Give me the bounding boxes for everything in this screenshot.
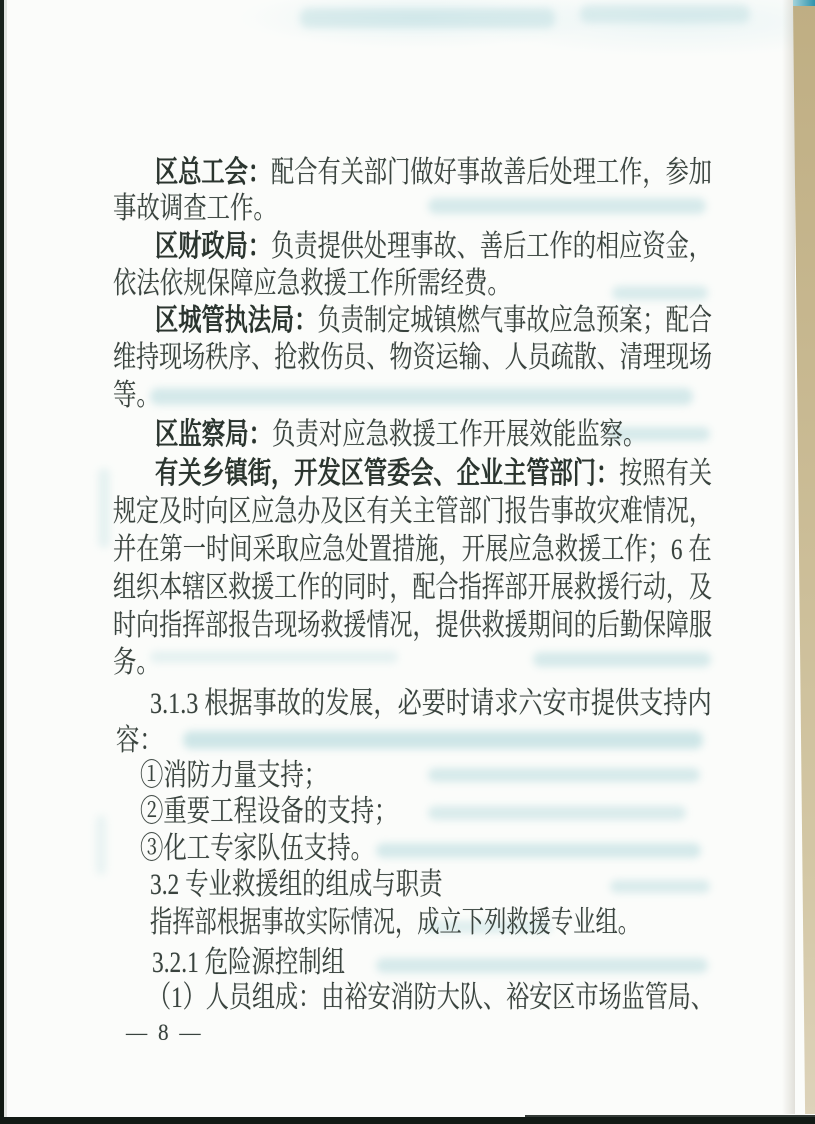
text-line: 指挥部根据事故实际情况，成立下列救援专业组。 — [150, 906, 640, 939]
text-line: （1）人员组成：由裕安消防大队、裕安区市场监管局、 — [148, 981, 714, 1014]
text-line: ②重要工程设备的支持； — [140, 795, 398, 828]
text-line: 务。 — [113, 646, 160, 679]
text-line: 并在第一时间采取应急处置措施，开展应急救援工作；6 在 — [113, 533, 712, 566]
text-line: 依法依规保障应急救援工作所需经费。 — [113, 267, 511, 300]
binding-edge-shadow — [4, 0, 7, 1124]
text-line: 3.1.3 根据事故的发展，必要时请求六安市提供支持内 — [150, 687, 712, 720]
text-line: 规定及时向区应急办及区有关主管部门报告事故灾难情况， — [113, 495, 712, 528]
text-line: ③化工专家队伍支持。 — [140, 832, 374, 865]
text-line: ①消防力量支持； — [140, 759, 328, 792]
text-line: 时向指挥部报告现场救援情况，提供救援期间的后勤保障服 — [113, 609, 712, 642]
text-line: 组织本辖区救援工作的同时，配合指挥部开展救援行动，及 — [113, 571, 712, 604]
text-line: 区城管执法局：负责制定城镇燃气事故应急预案；配合 — [155, 304, 712, 337]
text-line: 区总工会：配合有关部门做好事故善后处理工作，参加 — [155, 156, 712, 189]
text-line: 3.2.1 危险源控制组 — [152, 946, 346, 979]
cover-edge-blue — [793, 0, 815, 6]
text-line: 区财政局：负责提供处理事故、善后工作的相应资金， — [155, 230, 712, 263]
scan-edge-bottom-line — [525, 1115, 815, 1118]
text-line: 容： — [116, 724, 163, 757]
text-line: 3.2 专业救援组的组成与职责 — [150, 868, 443, 901]
text-line: 维持现场秩序、抢救伤员、物资运输、人员疏散、清理现场 — [113, 341, 712, 374]
text-line: 有关乡镇街，开发区管委会、企业主管部门：按照有关 — [155, 457, 712, 490]
page-curl-shadow — [782, 0, 795, 1114]
text-line: 事故调查工作。 — [113, 192, 277, 225]
page-number: — 8 — — [126, 1020, 204, 1045]
scan-edge-bottom — [0, 1117, 815, 1124]
text-line: 区监察局：负责对应急救援工作开展效能监察。 — [155, 418, 647, 451]
text-line: 等。 — [113, 379, 160, 412]
